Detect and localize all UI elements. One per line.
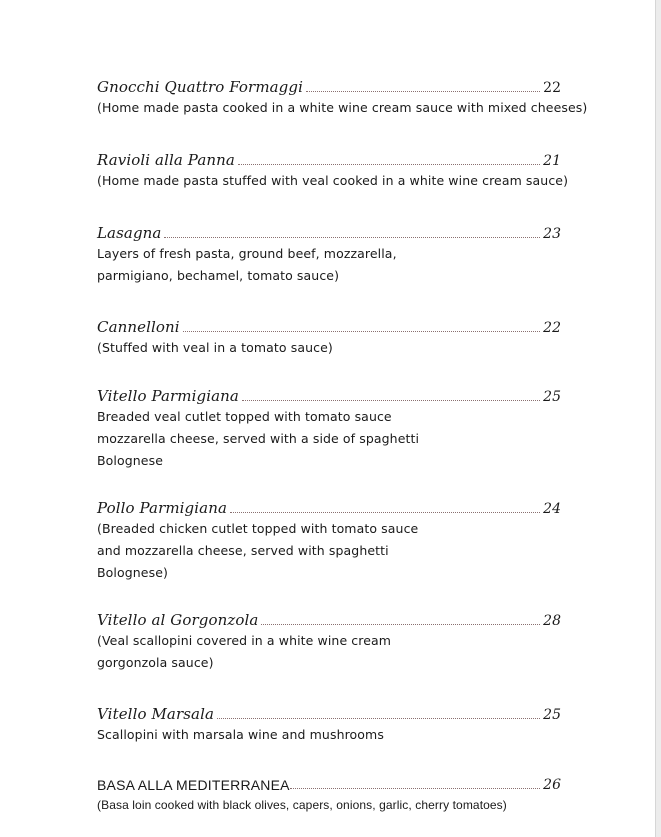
dish-description [97, 796, 561, 814]
dish-price: 21 [543, 153, 561, 169]
dotted-leader [164, 236, 540, 238]
dish-description [97, 97, 588, 119]
menu-item-basa-alla-mediterranea [97, 773, 561, 814]
dish-title-line [97, 385, 561, 405]
dish-price: 28 [543, 613, 561, 629]
dish-name: Pollo Parmigiana [97, 499, 228, 517]
dish-name: Vitello Parmigiana [97, 387, 239, 405]
dish-name: BASA ALLA MEDITERRANEA [97, 777, 290, 793]
dish-description [97, 724, 561, 746]
description-line: Bolognese) [97, 565, 168, 580]
description-line: Breaded veal cutlet topped with tomato sauce [97, 409, 392, 424]
dish-name: Ravioli alla Panna [97, 151, 235, 169]
dish-name: Vitello Marsala [97, 705, 215, 723]
dotted-leader [306, 90, 540, 92]
dish-title-line [97, 76, 561, 96]
dish-price: 25 [543, 389, 561, 405]
description-line: (Breaded chicken cutlet topped with tomato sauce [97, 521, 419, 536]
dish-name: Lasagna [97, 224, 162, 242]
menu-item-pollo-parmigiana [97, 497, 561, 584]
dotted-leader [183, 330, 540, 332]
menu-item-ravioli-alla-panna [97, 149, 569, 192]
description-line: (Veal scallopini covered in a white wine cream [97, 633, 392, 648]
description-line: and mozzarella cheese, served with spaghetti [97, 543, 389, 558]
description-line: (Home made pasta stuffed with veal cooked in a white wine cream sauce) [97, 173, 569, 188]
dotted-leader [242, 399, 540, 401]
dish-price: 25 [543, 707, 561, 723]
dish-description [97, 337, 561, 359]
dish-title-line [97, 703, 561, 723]
dish-description [97, 170, 569, 192]
menu-item-vitello-al-gorgonzola [97, 609, 561, 674]
description-line: gorgonzola sauce) [97, 655, 214, 670]
description-line: (Stuffed with veal in a tomato sauce) [97, 340, 333, 355]
page-gutter [656, 0, 661, 837]
menu-item-vitello-parmigiana [97, 385, 561, 472]
dish-description [97, 406, 561, 472]
dish-price: 22 [543, 320, 561, 336]
dish-price: 22 [543, 80, 561, 96]
dish-name: Vitello al Gorgonzola [97, 611, 259, 629]
dish-title-line [97, 222, 561, 242]
description-line: (Home made pasta cooked in a white wine cream sauce with mixed cheeses) [97, 100, 588, 115]
dish-price: 24 [543, 501, 561, 517]
dish-price: 23 [543, 226, 561, 242]
dotted-leader [261, 623, 540, 625]
dish-price: 26 [543, 777, 561, 793]
description-line: parmigiano, bechamel, tomato sauce) [97, 268, 340, 283]
menu-item-vitello-marsala [97, 703, 561, 746]
dish-title-line [97, 497, 561, 517]
description-line: (Basa loin cooked with black olives, capers, onions, garlic, cherry tomatoes) [97, 798, 507, 812]
dish-description [97, 243, 561, 287]
dish-title-line [97, 149, 561, 169]
menu-item-cannelloni [97, 316, 561, 359]
dotted-leader [238, 163, 540, 165]
menu-item-lasagna [97, 222, 561, 287]
description-line: Scallopini with marsala wine and mushrooms [97, 727, 384, 742]
dish-description [97, 630, 561, 674]
dish-title-line [97, 316, 561, 336]
dish-title-line [97, 609, 561, 629]
dish-description [97, 518, 561, 584]
dish-name: Cannelloni [97, 318, 180, 336]
dotted-leader [230, 511, 540, 513]
menu-item-gnocchi-quattro-formaggi [97, 76, 588, 119]
dotted-leader [290, 787, 540, 789]
dotted-leader [217, 717, 540, 719]
dish-title-line [97, 773, 561, 793]
description-line: Layers of fresh pasta, ground beef, mozzarella, [97, 246, 397, 261]
dish-name: Gnocchi Quattro Formaggi [97, 78, 303, 96]
description-line: mozzarella cheese, served with a side of spaghetti [97, 431, 420, 446]
description-line: Bolognese [97, 453, 163, 468]
